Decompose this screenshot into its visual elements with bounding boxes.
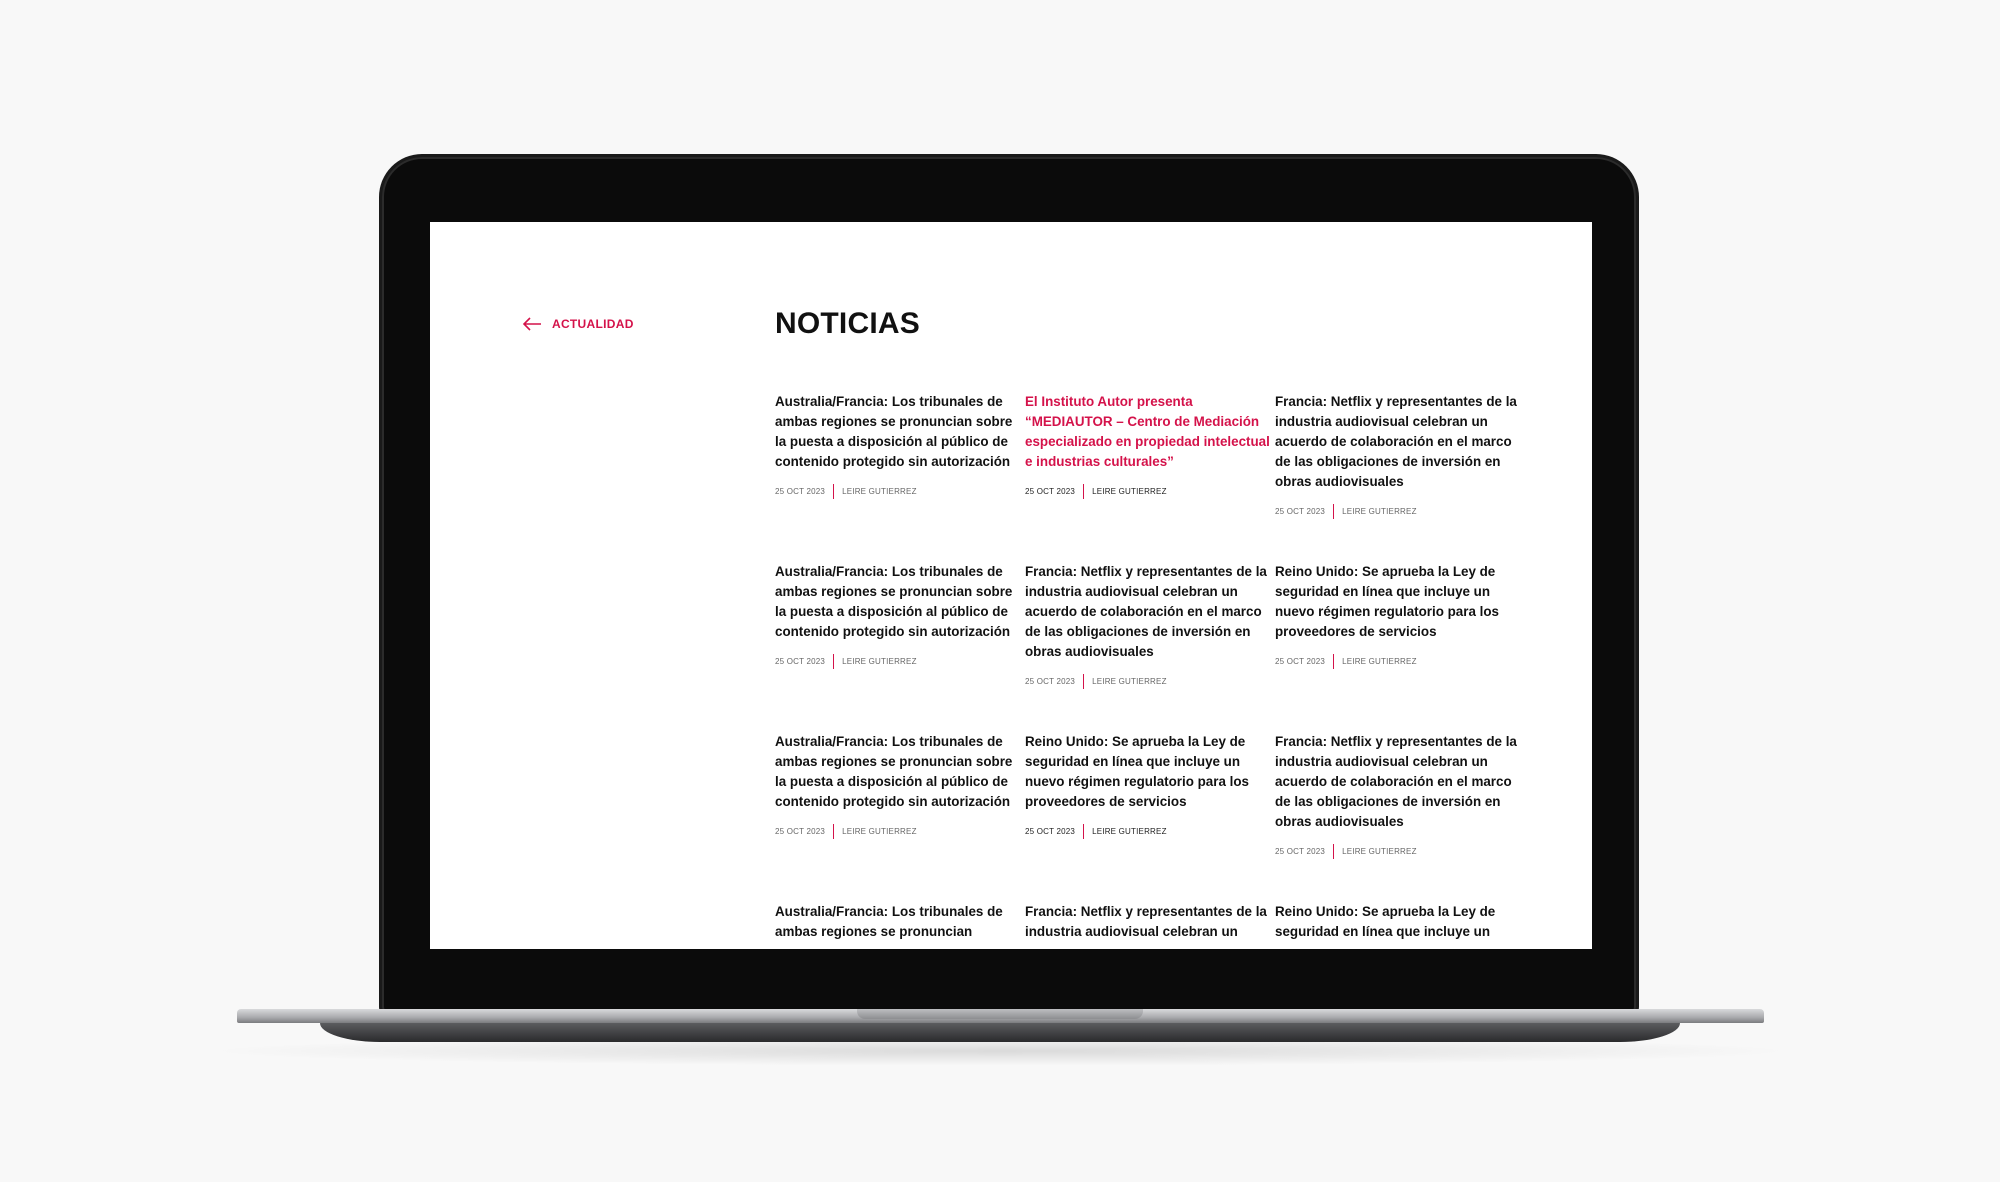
news-card[interactable] [1025, 392, 1275, 562]
meta-divider [1083, 674, 1084, 689]
news-meta [1275, 654, 1521, 669]
news-author: LEIRE GUTIERREZ [1342, 507, 1417, 516]
arrow-left-icon [522, 316, 542, 332]
news-row [775, 902, 1535, 949]
news-row [775, 562, 1535, 732]
news-date: 25 OCT 2023 [1025, 827, 1076, 836]
news-title[interactable]: Australia/Francia: Los tribunales de ambas regiones se pronuncian sobre la puesta a disposición al público de contenido protegido sin autorización [775, 734, 1013, 809]
news-date: 25 OCT 2023 [1275, 507, 1326, 516]
meta-divider [1333, 654, 1334, 669]
news-meta [1025, 484, 1271, 499]
meta-divider [1083, 824, 1084, 839]
news-date: 25 OCT 2023 [775, 657, 826, 666]
news-author: LEIRE GUTIERREZ [842, 487, 917, 496]
news-grid [775, 392, 1535, 949]
page-title: NOTICIAS [775, 307, 920, 340]
news-author: LEIRE GUTIERREZ [1092, 827, 1167, 836]
news-title[interactable]: El Instituto Autor presenta “MEDIAUTOR – Centro de Mediación especializado en propiedad intelectual e industrias culturales” [1025, 394, 1270, 469]
meta-divider [1333, 504, 1334, 519]
news-card[interactable] [1275, 562, 1525, 732]
meta-divider [833, 654, 834, 669]
meta-divider [833, 824, 834, 839]
news-title[interactable]: Francia: Netflix y representantes de la industria audiovisual celebran un acuerdo de colaboración en el marco de las obligaciones de inversión en obras audiovisuales [1275, 734, 1517, 829]
laptop-hinge-notch [857, 1009, 1143, 1019]
meta-divider [833, 484, 834, 499]
news-date: 25 OCT 2023 [1275, 657, 1326, 666]
news-card[interactable] [1025, 732, 1275, 902]
news-card[interactable] [775, 732, 1025, 902]
news-card[interactable] [775, 902, 1025, 949]
meta-divider [1333, 844, 1334, 859]
news-title[interactable]: Francia: Netflix y representantes de la industria audiovisual celebran un acuerdo de colaboración en el marco de las obligaciones de inversión en obras audiovisuales [1275, 394, 1517, 489]
news-date: 25 OCT 2023 [1275, 847, 1326, 856]
news-title[interactable]: Reino Unido: Se aprueba la Ley de seguridad en línea que incluye un [1275, 904, 1496, 939]
news-row [775, 392, 1535, 562]
news-title[interactable]: Australia/Francia: Los tribunales de ambas regiones se pronuncian sobre la puesta a disposición al público de contenido protegido sin autorización [775, 564, 1013, 639]
news-author: LEIRE GUTIERREZ [842, 657, 917, 666]
news-date: 25 OCT 2023 [1025, 487, 1076, 496]
news-author: LEIRE GUTIERREZ [1342, 657, 1417, 666]
news-date: 25 OCT 2023 [775, 487, 826, 496]
news-card[interactable] [775, 562, 1025, 732]
news-meta [1275, 504, 1521, 519]
news-author: LEIRE GUTIERREZ [1342, 847, 1417, 856]
news-title[interactable]: Australia/Francia: Los tribunales de ambas regiones se pronuncian sobre la puesta a disposición al público de contenido protegido sin autorización [775, 394, 1013, 469]
back-link-actualidad[interactable] [522, 316, 634, 332]
news-date: 25 OCT 2023 [775, 827, 826, 836]
news-card[interactable] [1025, 902, 1275, 949]
news-card[interactable] [775, 392, 1025, 562]
news-meta [775, 824, 1021, 839]
news-date: 25 OCT 2023 [1025, 677, 1076, 686]
news-meta [1025, 674, 1271, 689]
news-title[interactable]: Reino Unido: Se aprueba la Ley de seguridad en línea que incluye un nuevo régimen regulatorio para los proveedores de servicios [1275, 564, 1499, 639]
news-meta [1275, 844, 1521, 859]
news-card[interactable] [1275, 392, 1525, 562]
news-title[interactable]: Francia: Netflix y representantes de la industria audiovisual celebran un [1025, 904, 1267, 939]
news-title[interactable]: Australia/Francia: Los tribunales de ambas regiones se pronuncian [775, 904, 1003, 939]
news-card[interactable] [1275, 732, 1525, 902]
news-author: LEIRE GUTIERREZ [1092, 677, 1167, 686]
news-card[interactable] [1025, 562, 1275, 732]
news-row [775, 732, 1535, 902]
news-author: LEIRE GUTIERREZ [1092, 487, 1167, 496]
back-link-label: ACTUALIDAD [552, 317, 634, 331]
news-title[interactable]: Francia: Netflix y representantes de la industria audiovisual celebran un acuerdo de colaboración en el marco de las obligaciones de inversión en obras audiovisuales [1025, 564, 1267, 659]
news-meta [775, 654, 1021, 669]
news-author: LEIRE GUTIERREZ [842, 827, 917, 836]
news-card[interactable] [1275, 902, 1525, 949]
news-title[interactable]: Reino Unido: Se aprueba la Ley de seguridad en línea que incluye un nuevo régimen regulatorio para los proveedores de servicios [1025, 734, 1249, 809]
meta-divider [1083, 484, 1084, 499]
laptop-base-lip [320, 1023, 1680, 1042]
news-meta [1025, 824, 1271, 839]
browser-screen [430, 222, 1592, 949]
news-meta [775, 484, 1021, 499]
